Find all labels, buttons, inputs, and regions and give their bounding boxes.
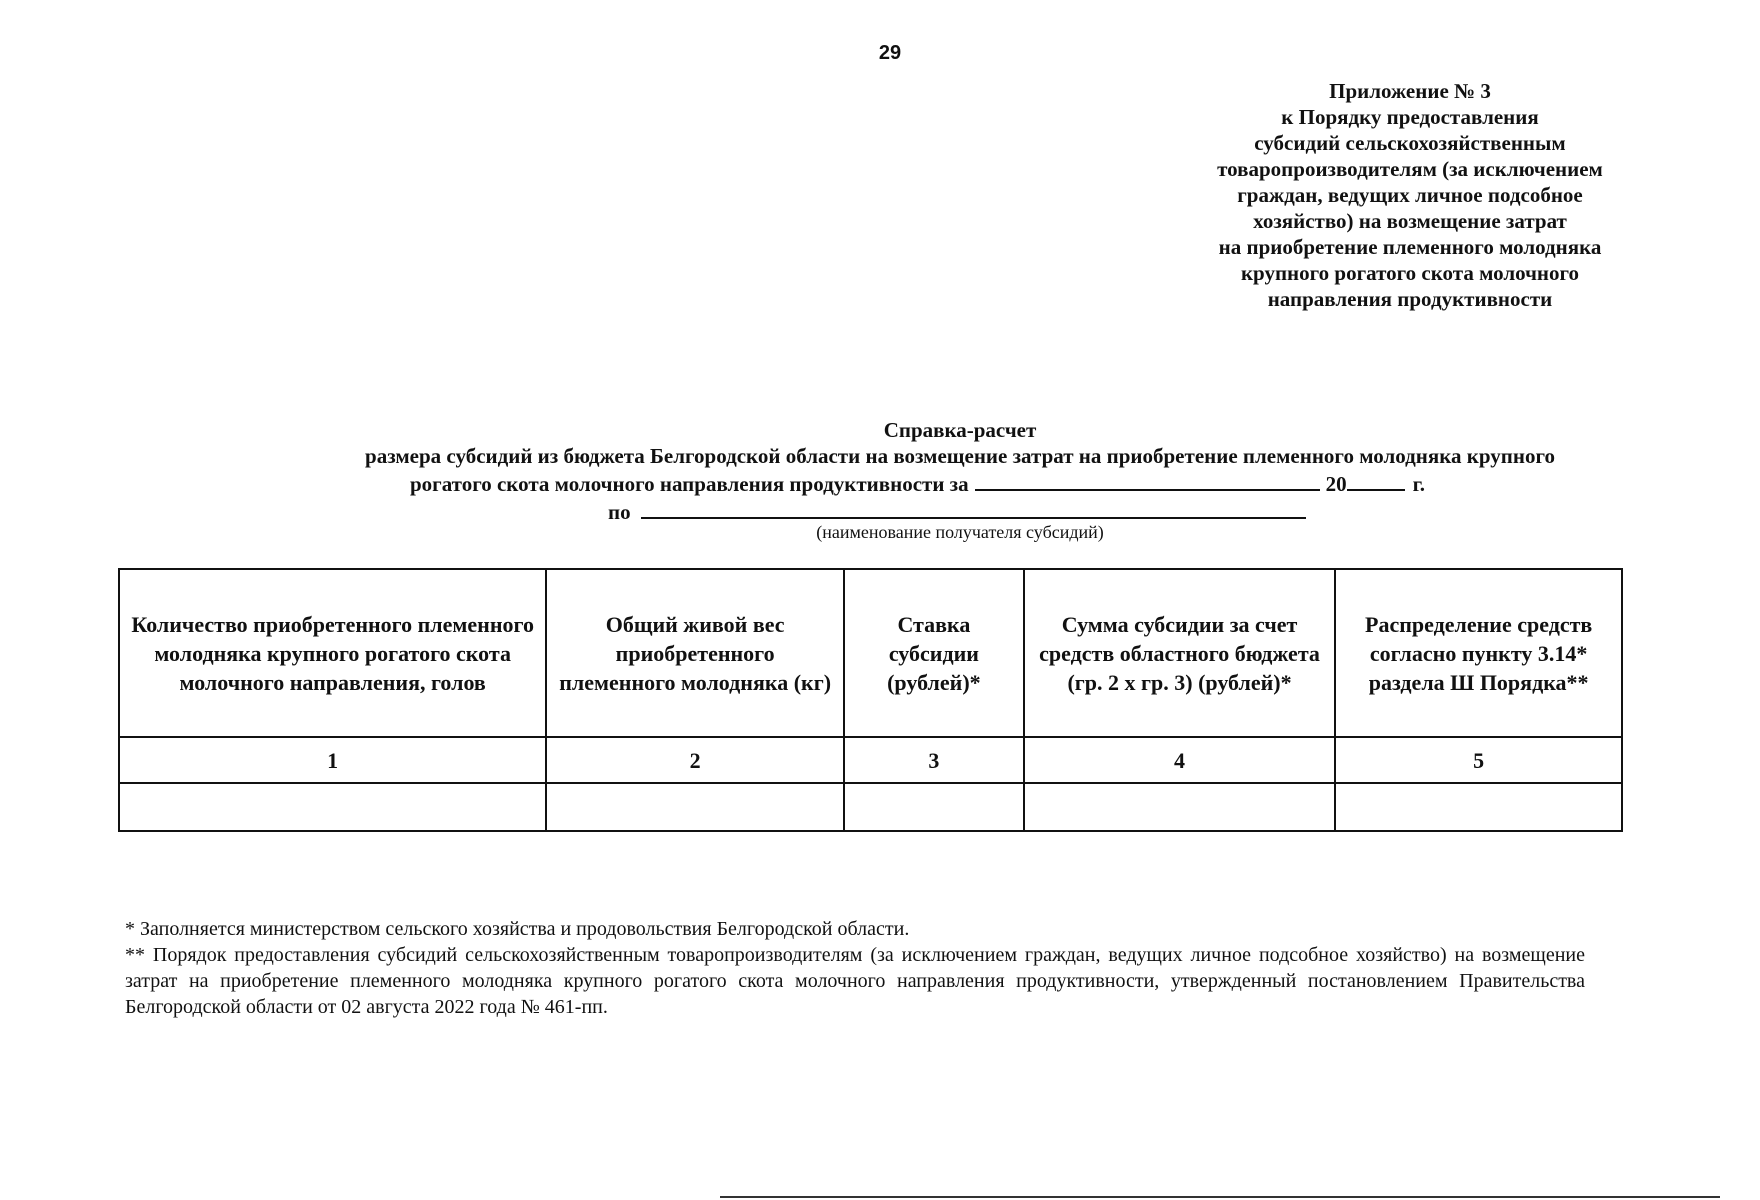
annex-line: направления продуктивности xyxy=(1267,287,1553,311)
column-number: 2 xyxy=(546,737,844,783)
recipient-line xyxy=(608,497,1306,525)
annex-line: товаропроизводителям (за исключением xyxy=(1217,157,1603,181)
annex-line: на приобретение племенного молодняка xyxy=(1218,235,1602,259)
table-header-row xyxy=(119,569,1622,737)
year-prefix: 20 xyxy=(1325,472,1347,496)
annex-line: граждан, ведущих личное подсобное xyxy=(1237,183,1583,207)
recipient-label: по xyxy=(608,500,631,524)
column-number: 5 xyxy=(1335,737,1622,783)
column-number-row xyxy=(119,737,1622,783)
annex-line: субсидий сельскохозяйственным xyxy=(1254,131,1566,155)
header-cell: Распределение средств согласно пункту 3.14* раздела Ш Порядка** xyxy=(1335,569,1622,737)
period-line xyxy=(410,469,1425,497)
period-label: рогатого скота молочного направления продуктивности за xyxy=(410,472,969,496)
form-title-block xyxy=(280,417,1640,469)
footnote-2: ** Порядок предоставления субсидий сельскохозяйственным товаропроизводителям (за исключением граждан, ведущих личное подсобное хозяйство) на возмещение затрат на приобретение племенного молодняка крупного рогатого скота молочного направления продуктивности, утвержденный постановлением Правительства Белгородской области от 02 августа 2022 года № 461-пп. xyxy=(125,944,1585,1018)
annex-header xyxy=(1160,78,1660,312)
form-subtitle: размера субсидий из бюджета Белгородской области на возмещение затрат на приобретение племенного молодняка крупного xyxy=(365,444,1555,468)
table-cell[interactable] xyxy=(1024,783,1336,831)
table-cell[interactable] xyxy=(844,783,1024,831)
page-number: 29 xyxy=(878,42,902,64)
footnotes xyxy=(125,916,1585,1020)
annex-line: хозяйство) на возмещение затрат xyxy=(1253,209,1567,233)
recipient-blank[interactable] xyxy=(641,497,1306,519)
annex-line: к Порядку предоставления xyxy=(1281,105,1539,129)
form-title: Справка-расчет xyxy=(883,418,1037,442)
table-row xyxy=(119,783,1622,831)
header-cell: Ставка субсидии (рублей)* xyxy=(844,569,1024,737)
period-blank[interactable] xyxy=(975,469,1320,491)
year-suffix: г. xyxy=(1412,472,1426,496)
header-cell: Общий живой вес приобретенного племенного молодняка (кг) xyxy=(546,569,844,737)
table-cell[interactable] xyxy=(119,783,546,831)
calculation-table xyxy=(118,568,1623,832)
year-blank[interactable] xyxy=(1347,469,1405,491)
bottom-divider xyxy=(720,1196,1720,1198)
header-cell: Сумма субсидии за счет средств областного бюджета (гр. 2 х гр. 3) (рублей)* xyxy=(1024,569,1336,737)
column-number: 1 xyxy=(119,737,546,783)
table-cell[interactable] xyxy=(546,783,844,831)
annex-line: Приложение № 3 xyxy=(1329,79,1491,103)
footnote-1: * Заполняется министерством сельского хозяйства и продовольствия Белгородской области. xyxy=(125,918,910,940)
annex-line: крупного рогатого скота молочного xyxy=(1240,261,1580,285)
column-number: 4 xyxy=(1024,737,1336,783)
column-number: 3 xyxy=(844,737,1024,783)
recipient-caption: (наименование получателя субсидий) xyxy=(816,522,1104,542)
header-cell: Количество приобретенного племенного молодняка крупного рогатого скота молочного направления, голов xyxy=(119,569,546,737)
table-cell[interactable] xyxy=(1335,783,1622,831)
